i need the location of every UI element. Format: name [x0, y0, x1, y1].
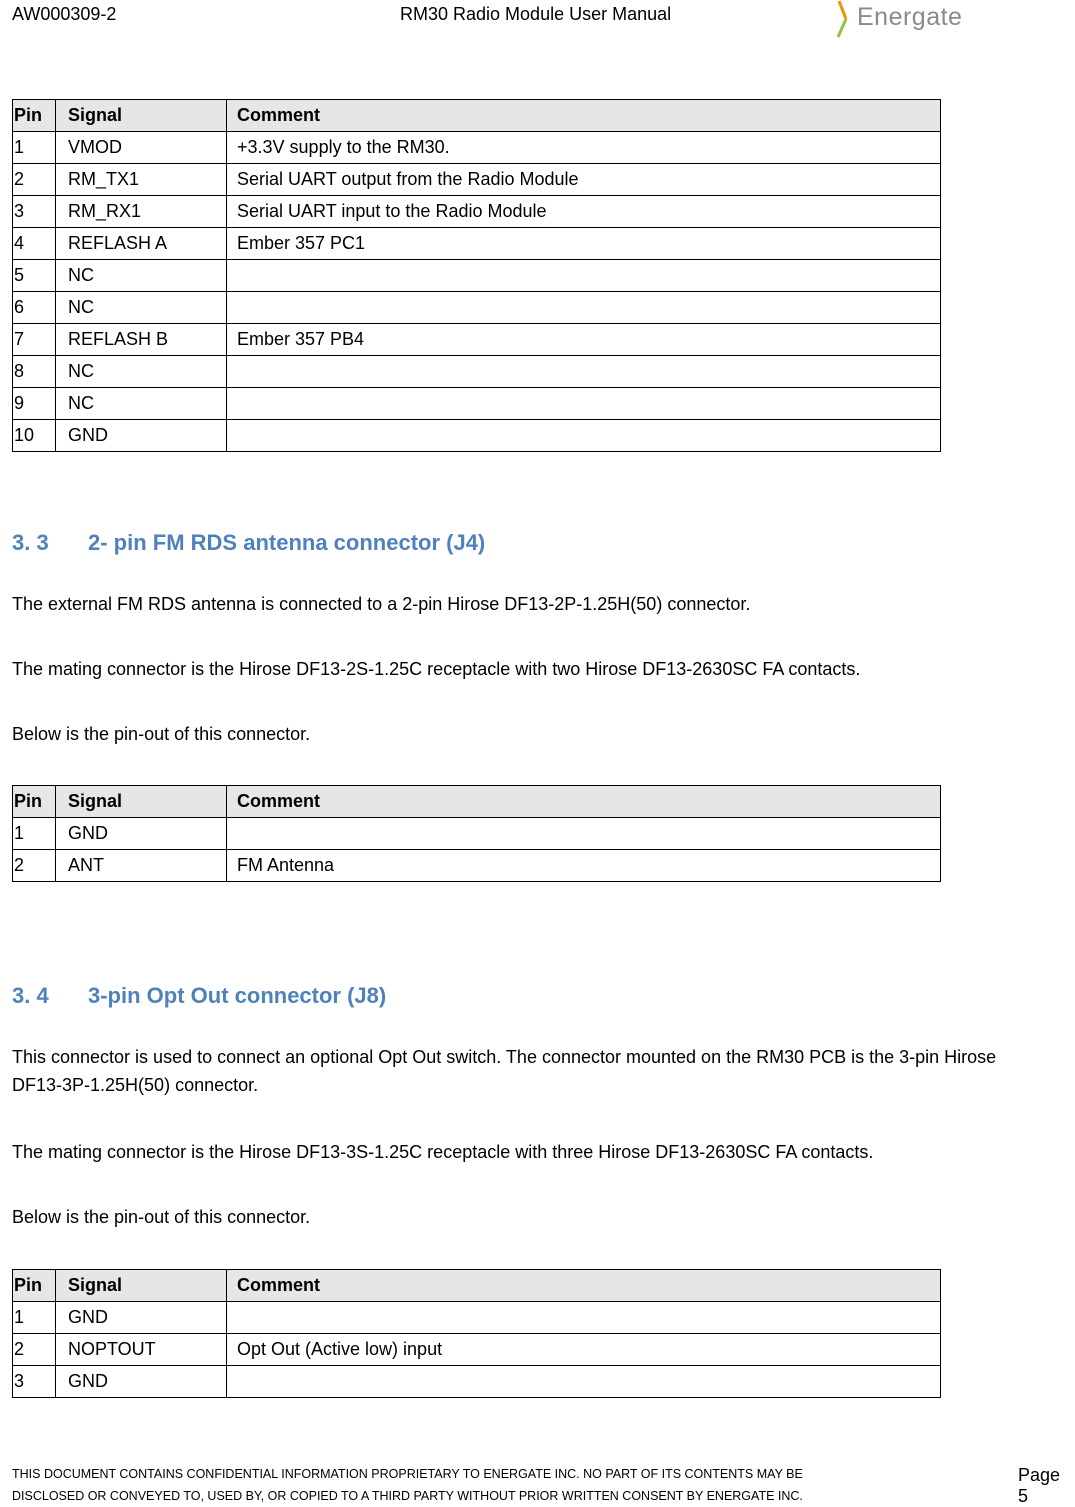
table-row [13, 850, 941, 882]
cell-comment: Ember 357 PC1 [227, 228, 941, 260]
section-number: 3. 3 [12, 530, 49, 555]
table-row [13, 1366, 941, 1398]
cell-pin: 5 [13, 260, 56, 292]
table-row [13, 818, 941, 850]
cell-pin: 1 [13, 1302, 56, 1334]
energate-logo [835, 0, 975, 40]
doc-number: AW000309-2 [12, 4, 117, 24]
table-header-row [13, 100, 941, 132]
cell-signal: NOPTOUT [56, 1334, 227, 1366]
logo-text: Energate [857, 3, 963, 31]
cell-comment: Serial UART output from the Radio Module [227, 164, 941, 196]
paragraph: Below is the pin-out of this connector. [12, 1207, 311, 1227]
header-comment: Comment [227, 1270, 941, 1302]
table-row [13, 324, 941, 356]
cell-comment: +3.3V supply to the RM30. [227, 132, 941, 164]
cell-signal: NC [56, 388, 227, 420]
pin-table-3 [12, 1269, 941, 1398]
cell-pin: 6 [13, 292, 56, 324]
table-header-row [13, 786, 941, 818]
header-signal: Signal [56, 786, 227, 818]
cell-signal: GND [56, 1366, 227, 1398]
cell-comment [227, 1366, 941, 1398]
cell-signal: NC [56, 356, 227, 388]
header-signal: Signal [56, 100, 227, 132]
chevron-logo-icon [835, 0, 857, 40]
paragraph: The mating connector is the Hirose DF13-3S-1.25C receptacle with three Hirose DF13-2630SC FA contacts. [12, 1142, 874, 1162]
footer-line-2: DISCLOSED OR CONVEYED TO, USED BY, OR COPIED TO A THIRD PARTY WITHOUT PRIOR WRITTEN CONSENT BY ENERGATE INC. [12, 1489, 803, 1503]
cell-signal: REFLASH A [56, 228, 227, 260]
footer-line-1: THIS DOCUMENT CONTAINS CONFIDENTIAL INFORMATION PROPRIETARY TO ENERGATE INC. NO PART OF ITS CONTENTS MAY BE [12, 1467, 803, 1481]
cell-comment [227, 292, 941, 324]
doc-title: RM30 Radio Module User Manual [400, 4, 672, 24]
cell-signal: RM_RX1 [56, 196, 227, 228]
table-row [13, 228, 941, 260]
header-comment: Comment [227, 100, 941, 132]
section-3-4-heading [12, 983, 386, 1009]
cell-comment [227, 1302, 941, 1334]
table-row [13, 292, 941, 324]
cell-pin: 7 [13, 324, 56, 356]
cell-comment [227, 818, 941, 850]
confidentiality-footer [12, 1463, 912, 1507]
cell-signal: VMOD [56, 132, 227, 164]
table-row [13, 356, 941, 388]
cell-comment [227, 388, 941, 420]
cell-pin: 2 [13, 850, 56, 882]
cell-signal: REFLASH B [56, 324, 227, 356]
cell-signal: GND [56, 1302, 227, 1334]
paragraph: The external FM RDS antenna is connected to a 2-pin Hirose DF13-2P-1.25H(50) connector. [12, 594, 751, 614]
table-row [13, 260, 941, 292]
header-signal: Signal [56, 1270, 227, 1302]
cell-signal: NC [56, 260, 227, 292]
paragraph: Below is the pin-out of this connector. [12, 724, 311, 744]
table-row [13, 1334, 941, 1366]
section-number: 3. 4 [12, 983, 49, 1008]
cell-comment: Ember 357 PB4 [227, 324, 941, 356]
paragraph: The mating connector is the Hirose DF13-2S-1.25C receptacle with two Hirose DF13-2630SC FA contacts. [12, 659, 861, 679]
section-3-3-heading [12, 530, 485, 556]
cell-pin: 1 [13, 818, 56, 850]
cell-comment [227, 260, 941, 292]
table-row [13, 420, 941, 452]
cell-signal: RM_TX1 [56, 164, 227, 196]
cell-signal: GND [56, 818, 227, 850]
cell-comment: Opt Out (Active low) input [227, 1334, 941, 1366]
cell-signal: GND [56, 420, 227, 452]
table-row [13, 196, 941, 228]
cell-comment: Serial UART input to the Radio Module [227, 196, 941, 228]
table-row [13, 1302, 941, 1334]
cell-pin: 2 [13, 164, 56, 196]
cell-pin: 4 [13, 228, 56, 260]
header-pin: Pin [13, 100, 56, 132]
section-title: 3-pin Opt Out connector (J8) [88, 983, 387, 1008]
cell-pin: 3 [13, 1366, 56, 1398]
paragraph: This connector is used to connect an optional Opt Out switch. The connector mounted on the RM30 PCB is the 3-pin Hirose DF13-3P-1.25H(50) connector. [12, 1047, 997, 1095]
page-number: Page 5 [1018, 1465, 1061, 1506]
cell-pin: 8 [13, 356, 56, 388]
cell-signal: NC [56, 292, 227, 324]
header-comment: Comment [227, 786, 941, 818]
cell-comment [227, 420, 941, 452]
header-pin: Pin [13, 786, 56, 818]
pin-table-2 [12, 785, 941, 882]
cell-comment: FM Antenna [227, 850, 941, 882]
cell-pin: 10 [13, 420, 56, 452]
pin-table-1 [12, 99, 941, 452]
cell-pin: 1 [13, 132, 56, 164]
table-row [13, 388, 941, 420]
cell-signal: ANT [56, 850, 227, 882]
cell-comment [227, 356, 941, 388]
section-title: 2- pin FM RDS antenna connector (J4) [88, 530, 486, 555]
header-pin: Pin [13, 1270, 56, 1302]
cell-pin: 3 [13, 196, 56, 228]
cell-pin: 9 [13, 388, 56, 420]
cell-pin: 2 [13, 1334, 56, 1366]
table-row [13, 132, 941, 164]
table-header-row [13, 1270, 941, 1302]
table-row [13, 164, 941, 196]
